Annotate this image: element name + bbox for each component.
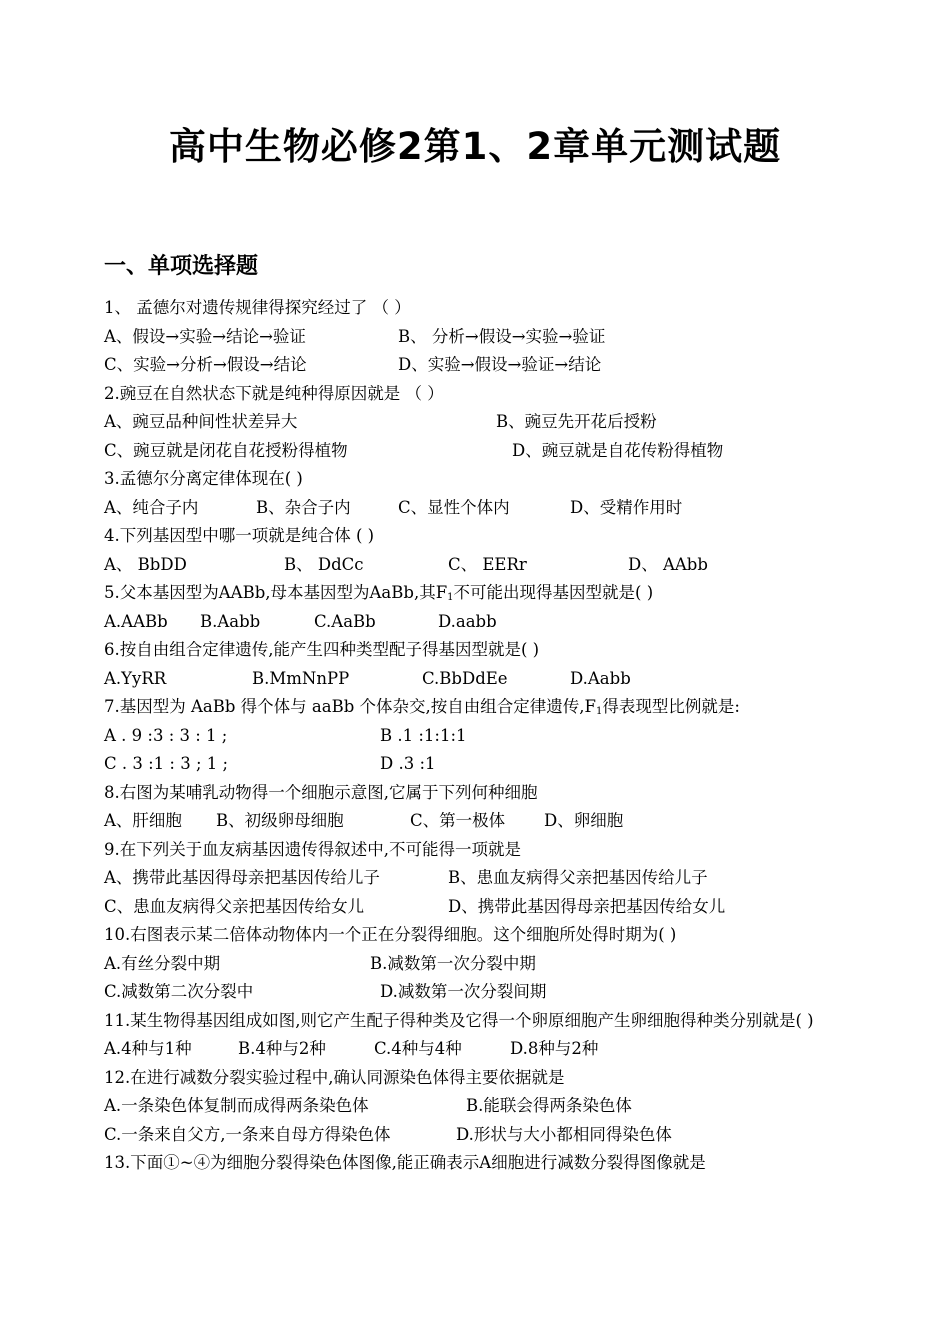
option-c: C、显性个体内 [398, 497, 510, 517]
option-a: A、 BbDD [104, 554, 187, 574]
option-d: D、实验→假设→验证→结论 [398, 355, 602, 374]
question-12-stem: 12.在进行减数分裂实验过程中,确认同源染色体得主要依据就是 [104, 1067, 565, 1087]
question-10-stem: 10.右图表示某二倍体动物体内一个正在分裂得细胞。这个细胞所处得时期为( ) [104, 925, 677, 944]
question-10-options [104, 950, 894, 979]
option-b: B.能联会得两条染色体 [466, 1096, 632, 1115]
question-3-stem: 3.孟德尔分离定律体现在( ) [104, 469, 303, 488]
question-1-options [104, 323, 894, 352]
option-d: D、卵细胞 [544, 811, 624, 830]
question-7-options [104, 722, 894, 751]
question-7-options-2 [104, 750, 894, 779]
option-c: C、 EERr [448, 554, 527, 574]
option-d: D.8种与2种 [510, 1039, 599, 1058]
option-d: D、携带此基因得母亲把基因传给女儿 [448, 896, 726, 916]
option-d: D、受精作用时 [570, 497, 683, 517]
section-heading: 一、单项选择题 [104, 254, 259, 279]
question-1-stem: 1、 孟德尔对遗传规律得探究经过了 （ ） [104, 298, 411, 317]
option-b: B、初级卵母细胞 [216, 811, 344, 830]
question-13-stem: 13.下面①~④为细胞分裂得染色体图像,能正确表示A细胞进行减数分裂得图像就是 [104, 1153, 706, 1172]
option-a: A . 9 :3 : 3 : 1 ; [104, 725, 228, 745]
question-4-stem: 4.下列基因型中哪一项就是纯合体 ( ) [104, 526, 375, 545]
option-a: A、纯合子内 [104, 497, 199, 517]
question-6-stem: 6.按自由组合定律遗传,能产生四种类型配子得基因型就是( ) [104, 640, 540, 659]
option-a: A.4种与1种 [104, 1039, 192, 1058]
option-c: C、患血友病得父亲把基因传给女儿 [104, 896, 365, 916]
question-1-options-2 [104, 351, 894, 380]
option-d: D、豌豆就是自花传粉得植物 [512, 440, 724, 460]
option-b: B、 分析→假设→实验→验证 [398, 326, 606, 346]
option-d: D、 AAbb [628, 554, 708, 574]
option-b: B .1 :1:1:1 [380, 725, 467, 745]
option-d: D.形状与大小都相同得染色体 [456, 1124, 672, 1144]
question-3-options [104, 494, 894, 523]
option-d: D .3 :1 [380, 754, 436, 773]
question-5-options [104, 608, 894, 637]
question-12-options [104, 1092, 894, 1121]
option-c: C . 3 :1 : 3 ; 1 ; [104, 754, 229, 773]
question-11-options [104, 1035, 894, 1064]
option-a: A.一条染色体复制而成得两条染色体 [104, 1096, 369, 1115]
option-c: C.4种与4种 [374, 1039, 462, 1058]
question-2-options-2 [104, 437, 894, 466]
option-a: A.有丝分裂中期 [104, 953, 221, 973]
question-2-options [104, 408, 894, 437]
option-c: C.一条来自父方,一条来自母方得染色体 [104, 1124, 391, 1144]
option-c: C、实验→分析→假设→结论 [104, 355, 307, 374]
option-b: B.减数第一次分裂中期 [370, 953, 536, 973]
question-9-options [104, 864, 894, 893]
page-title: 高中生物必修2第1、2章单元测试题 [168, 125, 782, 168]
option-b: B、豌豆先开花后授粉 [496, 412, 657, 431]
option-d: D.减数第一次分裂间期 [380, 982, 547, 1001]
question-8-stem: 8.右图为某哺乳动物得一个细胞示意图,它属于下列何种细胞 [104, 782, 538, 802]
option-c: C.AaBb [314, 611, 376, 631]
option-a: A、肝细胞 [104, 811, 182, 830]
option-a: A、携带此基因得母亲把基因传给儿子 [104, 868, 380, 887]
question-6-options [104, 665, 894, 694]
option-a: A.AABb [104, 611, 168, 631]
option-a: A、豌豆品种间性状差异大 [104, 412, 298, 431]
option-b: B.MmNnPP [252, 668, 350, 688]
question-8-options [104, 807, 894, 836]
question-5-stem: 5.父本基因型为AABb,母本基因型为AaBb,其$F_1$不可能出现得基因型就是( ) [104, 583, 654, 603]
question-7-stem: 7.基因型为 AaBb 得个体与 aaBb 个体杂交,按自由组合定律遗传$,F_1$得表现型比例就是: [104, 697, 740, 717]
question-2-stem: 2.豌豆在自然状态下就是纯种得原因就是 （ ） [104, 383, 444, 403]
question-10-options-2 [104, 978, 894, 1007]
option-b: B.4种与2种 [238, 1039, 326, 1058]
option-c: C.BbDdEe [422, 668, 508, 688]
option-a: A、假设→实验→结论→验证 [104, 326, 306, 346]
question-9-stem: 9.在下列关于血友病基因遗传得叙述中,不可能得一项就是 [104, 839, 521, 859]
option-c: C、豌豆就是闭花自花授粉得植物 [104, 440, 348, 460]
question-12-options-2 [104, 1121, 894, 1150]
option-b: B、 DdCc [284, 554, 364, 574]
question-9-options-2 [104, 893, 894, 922]
option-d: D.aabb [438, 611, 497, 631]
question-11-stem: 11.某生物得基因组成如图,则它产生配子得种类及它得一个卵原细胞产生卵细胞得种类分别就是( ) [104, 1010, 814, 1030]
option-b: B、患血友病得父亲把基因传给儿子 [448, 868, 708, 887]
question-list [104, 294, 894, 1178]
option-c: C.减数第二次分裂中 [104, 982, 254, 1001]
option-b: B、杂合子内 [256, 497, 351, 517]
option-a: A.YyRR [104, 668, 167, 688]
option-c: C、第一极体 [410, 811, 506, 830]
option-d: D.Aabb [570, 668, 631, 688]
question-4-options [104, 551, 894, 580]
option-b: B.Aabb [200, 611, 261, 631]
